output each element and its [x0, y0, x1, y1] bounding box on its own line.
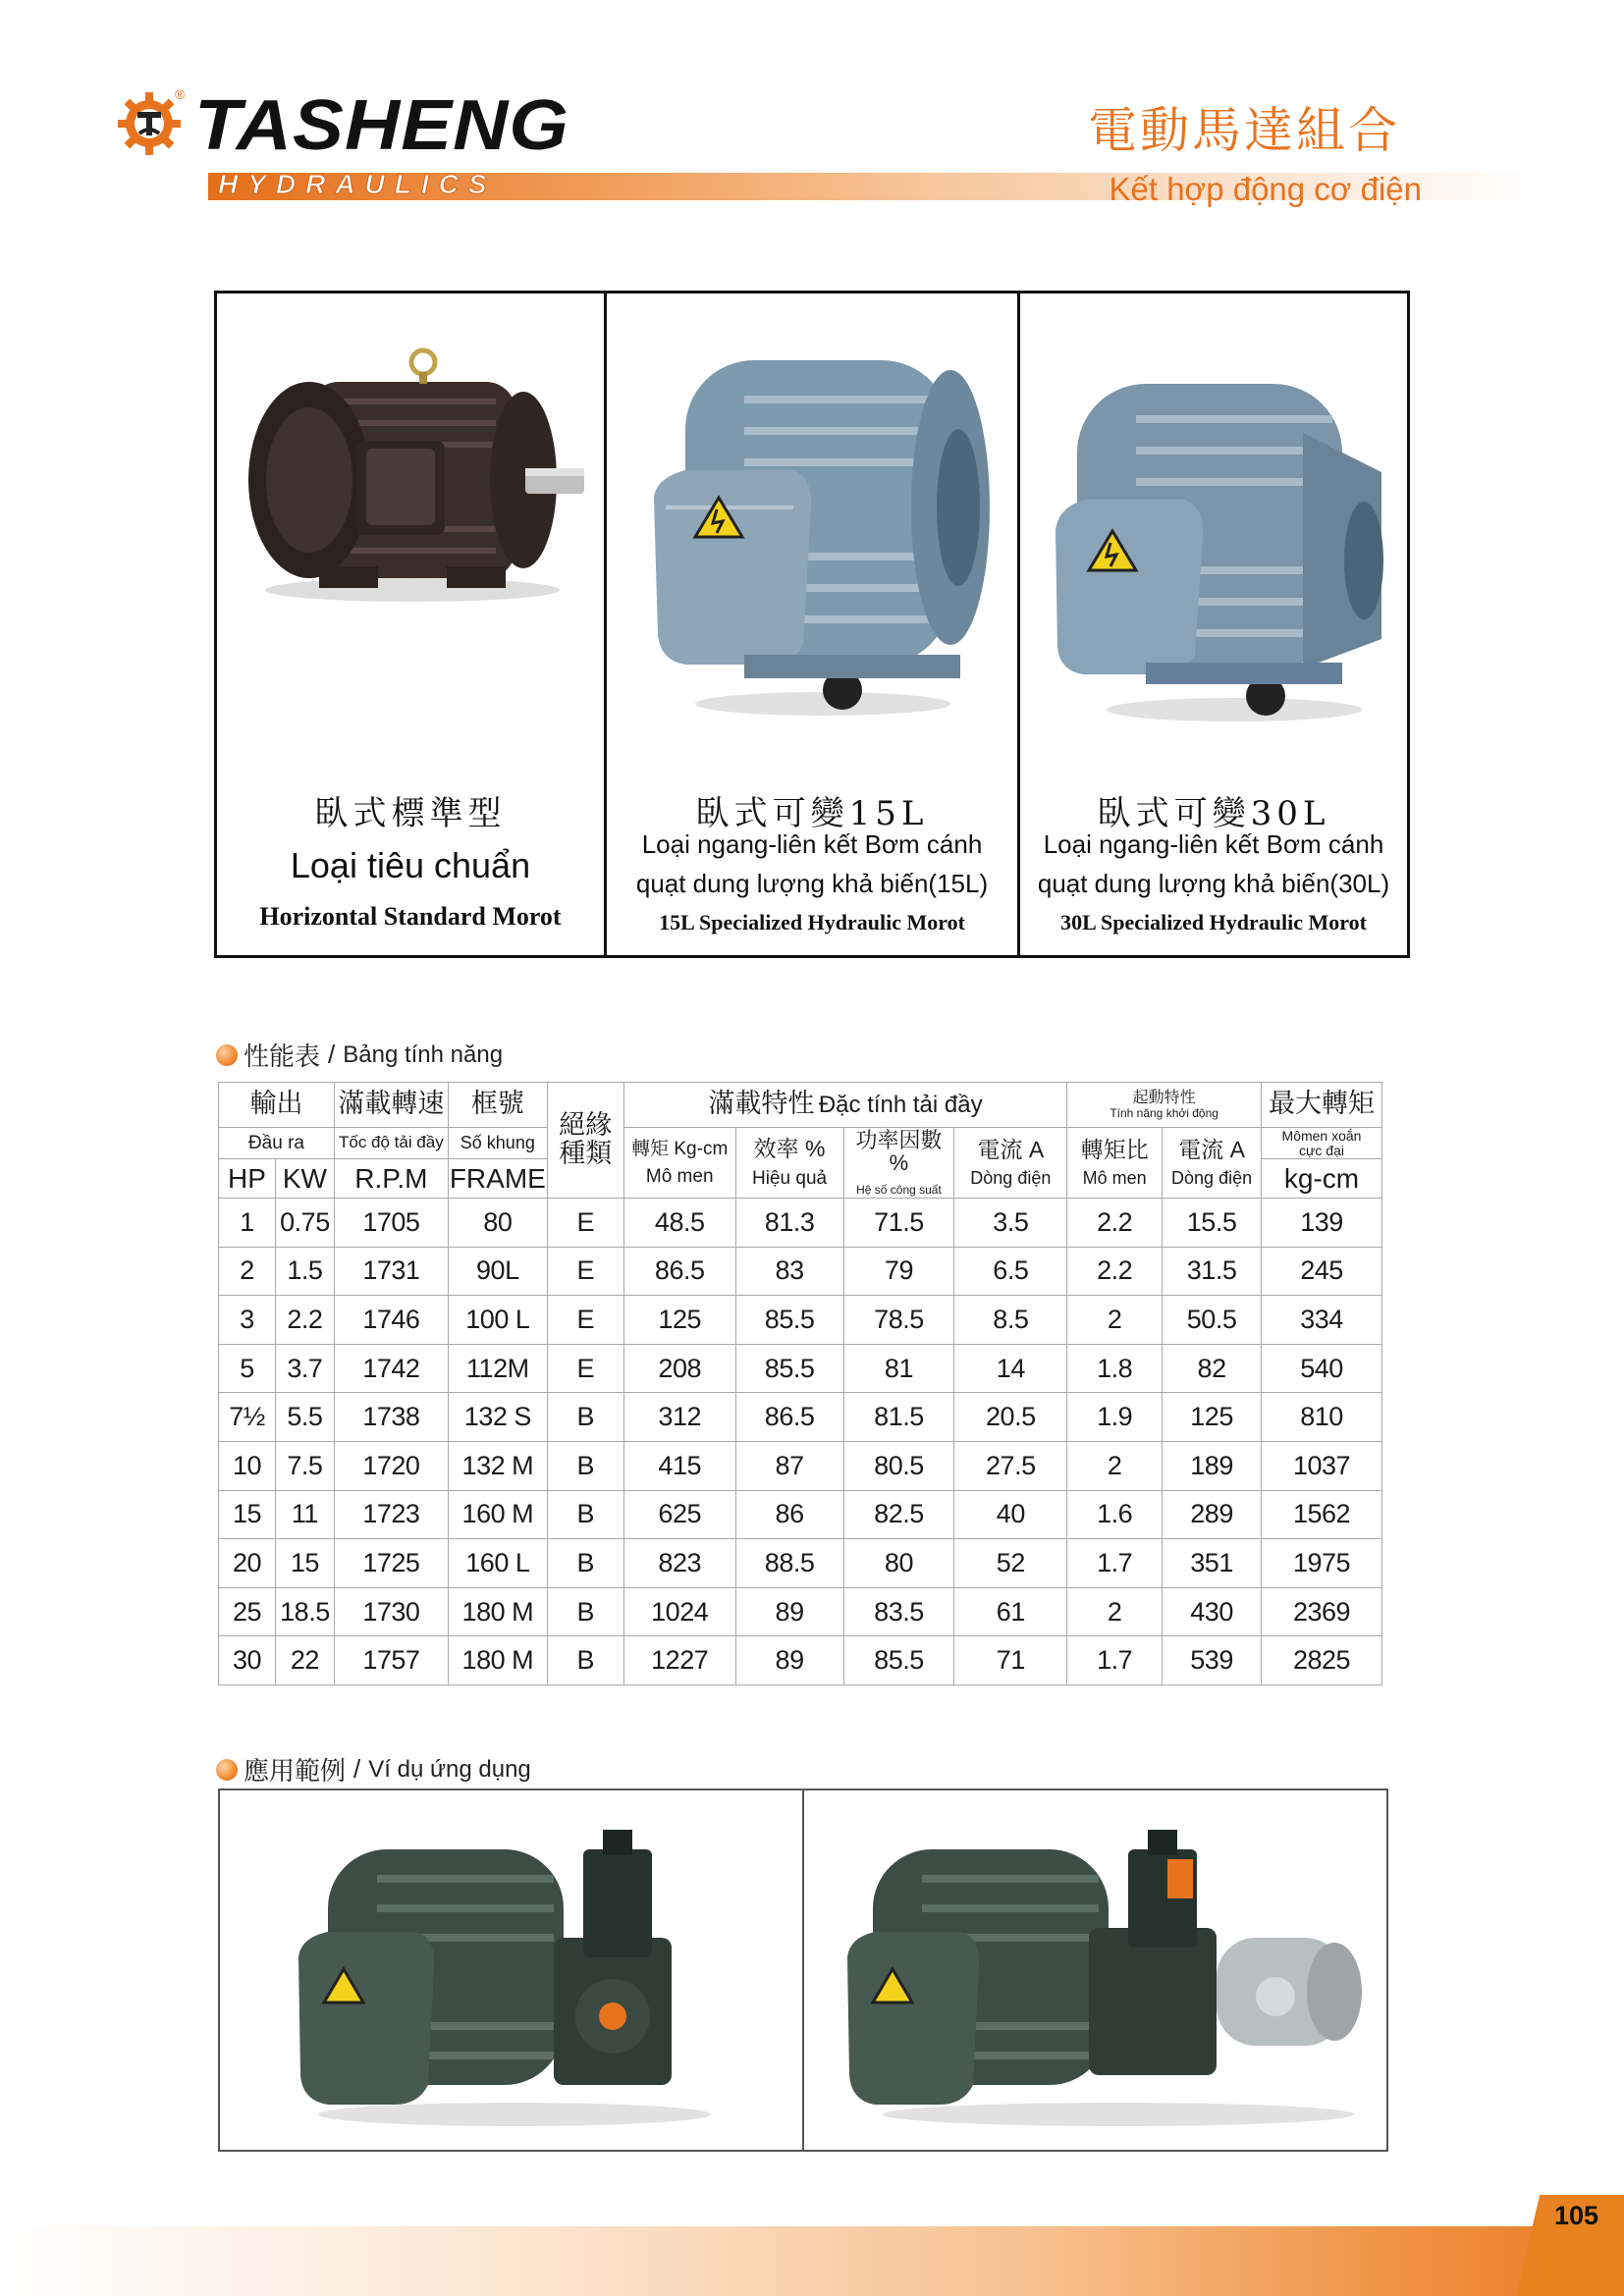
table-cell: 86.5	[623, 1247, 735, 1296]
motor-name-zh: 臥式標準型	[314, 794, 507, 833]
table-cell: 87	[735, 1441, 843, 1490]
table-cell: 89	[735, 1636, 843, 1685]
table-cell: 1.8	[1067, 1344, 1163, 1393]
application-panel	[218, 1789, 1388, 2152]
table-row	[219, 1199, 1382, 1248]
heading-separator: /	[353, 1754, 361, 1784]
table-cell: 90L	[448, 1247, 547, 1296]
table-cell: 5.5	[275, 1393, 334, 1442]
motor-card-15l	[604, 294, 1017, 955]
motor-name-en: 15L Specialized Hydraulic Morot	[659, 910, 965, 934]
table-cell: 1975	[1262, 1539, 1382, 1588]
table-cell: 71.5	[843, 1199, 954, 1248]
table-cell: 11	[275, 1490, 334, 1539]
table-cell: 40	[954, 1490, 1067, 1539]
table-cell: B	[547, 1393, 623, 1442]
table-cell: 82	[1163, 1344, 1262, 1393]
header-output-zh: 輸出	[219, 1083, 335, 1128]
bullet-icon	[216, 1759, 238, 1781]
table-cell: 1705	[334, 1199, 448, 1248]
table-cell: 1720	[334, 1441, 448, 1490]
header-start-current: 電流 A Dòng điện	[1163, 1128, 1262, 1199]
table-cell: 430	[1163, 1587, 1262, 1636]
header-insulation: 絕緣種類	[547, 1083, 623, 1199]
table-cell: 2.2	[1067, 1247, 1163, 1296]
header-torque-ratio: 轉矩比 Mô men	[1067, 1128, 1163, 1199]
table-cell: 540	[1262, 1344, 1382, 1393]
table-cell: 180 M	[448, 1587, 547, 1636]
table-cell: 83.5	[843, 1587, 954, 1636]
table-cell: 15.5	[1163, 1199, 1262, 1248]
table-cell: 78.5	[843, 1296, 954, 1345]
table-cell: 1562	[1262, 1490, 1382, 1539]
table-cell: 1757	[334, 1636, 448, 1685]
table-cell: 81	[843, 1344, 954, 1393]
table-cell: 1730	[334, 1587, 448, 1636]
table-cell: 89	[735, 1587, 843, 1636]
motor-name-en: Horizontal Standard Morot	[259, 902, 562, 931]
table-cell: E	[547, 1247, 623, 1296]
table-cell: 61	[954, 1587, 1067, 1636]
table-cell: 1738	[334, 1393, 448, 1442]
header-frame-unit: FRAME	[448, 1159, 547, 1199]
table-cell: 14	[954, 1344, 1067, 1393]
brand-name: TASHENG	[194, 86, 569, 165]
motor-name-zh: 臥式可變30L	[1097, 794, 1330, 833]
table-cell: 50.5	[1163, 1296, 1262, 1345]
table-cell: 132 S	[448, 1393, 547, 1442]
table-cell: 245	[1262, 1247, 1382, 1296]
table-cell: 20.5	[954, 1393, 1067, 1442]
table-cell: 132 M	[448, 1441, 547, 1490]
application-heading	[216, 1751, 531, 1788]
table-cell: 31.5	[1163, 1247, 1262, 1296]
table-cell: 1742	[334, 1344, 448, 1393]
table-row	[219, 1441, 1382, 1490]
header-current: 電流 A Dòng điện	[954, 1128, 1067, 1199]
table-cell: 3.5	[954, 1199, 1067, 1248]
table-cell: 15	[275, 1539, 334, 1588]
table-cell: 2.2	[1067, 1199, 1163, 1248]
table-row	[219, 1393, 1382, 1442]
table-cell: 1731	[334, 1247, 448, 1296]
table-cell: 7.5	[275, 1441, 334, 1490]
header-output-vi: Đầu ra	[219, 1128, 335, 1159]
header-speed-zh: 滿載轉速	[334, 1083, 448, 1128]
table-cell: 85.5	[735, 1296, 843, 1345]
table-cell: 1.9	[1067, 1393, 1163, 1442]
table-cell: B	[547, 1441, 623, 1490]
table-cell: 539	[1163, 1636, 1262, 1685]
table-cell: 52	[954, 1539, 1067, 1588]
table-cell: 2	[1067, 1441, 1163, 1490]
brand-subtitle: HYDRAULICS	[218, 169, 497, 199]
motor-card-30l	[1017, 294, 1407, 955]
application-heading-zh: 應用範例	[244, 1756, 347, 1786]
table-cell: 85.5	[735, 1344, 843, 1393]
table-cell: 208	[623, 1344, 735, 1393]
application-example-1	[220, 1790, 802, 2150]
table-cell: 1723	[334, 1490, 448, 1539]
page-number: 105	[1553, 2201, 1598, 2230]
table-cell: 125	[623, 1296, 735, 1345]
header-power-factor: 功率因數 % Hệ số công suất	[843, 1128, 954, 1199]
header-torque: 轉矩 Kg-cm Mô men	[623, 1128, 735, 1199]
table-row	[219, 1490, 1382, 1539]
table-cell: 88.5	[735, 1539, 843, 1588]
table-cell: 125	[1163, 1393, 1262, 1442]
motor-name-vi-line2: quạt dung lượng khả biến(30L)	[1037, 869, 1390, 898]
table-cell: 7½	[219, 1393, 276, 1442]
footer-band	[0, 2226, 1624, 2296]
table-cell: 10	[219, 1441, 276, 1490]
table-cell: 80.5	[843, 1441, 954, 1490]
table-cell: 1746	[334, 1296, 448, 1345]
header-load-characteristics: 滿載特性 Đặc tính tải đầy	[623, 1083, 1066, 1128]
table-cell: 810	[1262, 1393, 1382, 1442]
table-cell: 15	[219, 1490, 276, 1539]
application-example-2	[802, 1790, 1386, 2150]
table-cell: 1.7	[1067, 1539, 1163, 1588]
table-cell: 2825	[1262, 1636, 1382, 1685]
table-cell: 160 L	[448, 1539, 547, 1588]
table-cell: 81.3	[735, 1199, 843, 1248]
table-cell: 1725	[334, 1539, 448, 1588]
table-row	[219, 1636, 1382, 1685]
table-cell: 3	[219, 1296, 276, 1345]
motor-types-panel	[214, 291, 1410, 958]
table-cell: 85.5	[843, 1636, 954, 1685]
table-cell: 2369	[1262, 1587, 1382, 1636]
motor-name-vi-line1: Loại ngang-liên kết Bơm cánh	[641, 829, 983, 859]
table-cell: 48.5	[623, 1199, 735, 1248]
table-cell: 2	[1067, 1587, 1163, 1636]
motor-dual-pump-image	[843, 1820, 1393, 2134]
table-row	[219, 1587, 1382, 1636]
table-cell: 1037	[1262, 1441, 1382, 1490]
motor-name-vi-line2: quạt dung lượng khả biến(15L)	[635, 869, 989, 898]
table-cell: 180 M	[448, 1636, 547, 1685]
table-cell: 3.7	[275, 1344, 334, 1393]
table-cell: 139	[1262, 1199, 1382, 1248]
table-cell: 2	[1067, 1296, 1163, 1345]
header-frame-vi: Số khung	[448, 1128, 547, 1159]
table-cell: 1	[219, 1199, 276, 1248]
table-cell: 86	[735, 1490, 843, 1539]
table-cell: 22	[275, 1636, 334, 1685]
heading-separator: /	[328, 1040, 336, 1069]
table-cell: 86.5	[735, 1393, 843, 1442]
motor-name-vi: Loại tiêu chuẩn	[290, 845, 531, 885]
table-cell: 415	[623, 1441, 735, 1490]
table-cell: 312	[623, 1393, 735, 1442]
table-cell: B	[547, 1490, 623, 1539]
table-cell: 1.6	[1067, 1490, 1163, 1539]
header-frame-zh: 框號	[448, 1083, 547, 1128]
table-cell: 71	[954, 1636, 1067, 1685]
table-cell: 1227	[623, 1636, 735, 1685]
motor-vane-pump-image	[289, 1810, 740, 2134]
table-cell: 27.5	[954, 1441, 1067, 1490]
motor-name-vi-line1: Loại ngang-liên kết Bơm cánh	[1043, 829, 1384, 859]
table-cell: 25	[219, 1587, 276, 1636]
table-cell: 83	[735, 1247, 843, 1296]
table-row	[219, 1344, 1382, 1393]
table-row	[219, 1247, 1382, 1296]
header-max-torque-zh: 最大轉矩	[1262, 1083, 1382, 1128]
motor-30l-image	[1038, 364, 1401, 737]
table-cell: 1024	[623, 1587, 735, 1636]
table-cell: B	[547, 1587, 623, 1636]
table-cell: E	[547, 1296, 623, 1345]
table-cell: 100 L	[448, 1296, 547, 1345]
motor-name-en: 30L Specialized Hydraulic Morot	[1060, 910, 1367, 934]
header-max-torque-vi: Mômen xoắn cực đại	[1262, 1128, 1382, 1159]
table-cell: 6.5	[954, 1247, 1067, 1296]
standard-motor-image	[231, 333, 594, 627]
table-cell: E	[547, 1344, 623, 1393]
header-hp: HP	[219, 1159, 276, 1199]
table-cell: 18.5	[275, 1587, 334, 1636]
table-cell: 351	[1163, 1539, 1262, 1588]
motor-15l-image	[626, 341, 1000, 733]
header-speed-vi: Tốc độ tải đầy	[334, 1128, 448, 1159]
performance-heading-vi: Bảng tính năng	[343, 1041, 504, 1068]
table-cell: 2	[219, 1247, 276, 1296]
table-cell: 8.5	[954, 1296, 1067, 1345]
table-cell: 5	[219, 1344, 276, 1393]
header-kw: KW	[275, 1159, 334, 1199]
table-cell: 112M	[448, 1344, 547, 1393]
table-cell: 79	[843, 1247, 954, 1296]
performance-table-body	[219, 1199, 1382, 1685]
bullet-icon	[216, 1044, 238, 1066]
table-cell: B	[547, 1539, 623, 1588]
header-start-characteristics: 起動特性 Tính năng khởi động	[1067, 1083, 1262, 1128]
table-cell: 80	[843, 1539, 954, 1588]
performance-heading-zh: 性能表	[244, 1041, 321, 1071]
registered-mark-icon: ®	[175, 86, 186, 102]
header-rpm: R.P.M	[334, 1159, 448, 1199]
performance-table	[218, 1082, 1382, 1685]
table-cell: 30	[219, 1636, 276, 1685]
table-cell: 289	[1163, 1490, 1262, 1539]
table-cell: 2.2	[275, 1296, 334, 1345]
header-max-unit: kg-cm	[1262, 1159, 1382, 1199]
performance-heading	[216, 1037, 503, 1073]
table-cell: 1.5	[275, 1247, 334, 1296]
table-cell: 80	[448, 1199, 547, 1248]
motor-name-zh: 臥式可變15L	[695, 794, 929, 833]
table-cell: 334	[1262, 1296, 1382, 1345]
table-cell: 81.5	[843, 1393, 954, 1442]
table-row	[219, 1539, 1382, 1588]
table-cell: 625	[623, 1490, 735, 1539]
page-title-zh: 電動馬達組合	[1088, 102, 1400, 159]
table-cell: 1.7	[1067, 1636, 1163, 1685]
motor-card-standard	[217, 294, 604, 955]
table-cell: 823	[623, 1539, 735, 1588]
header-efficiency: 效率 % Hiệu quả	[735, 1128, 843, 1199]
table-cell: E	[547, 1199, 623, 1248]
tasheng-gear-logo-icon	[116, 90, 183, 157]
application-heading-vi: Ví dụ ứng dụng	[368, 1755, 531, 1783]
table-cell: 189	[1163, 1441, 1262, 1490]
table-cell: 0.75	[275, 1199, 334, 1248]
table-cell: 20	[219, 1539, 276, 1588]
page-title-vi: Kết hợp động cơ điện	[1109, 171, 1422, 207]
table-row	[219, 1296, 1382, 1345]
table-cell: B	[547, 1636, 623, 1685]
table-cell: 160 M	[448, 1490, 547, 1539]
table-cell: 82.5	[843, 1490, 954, 1539]
